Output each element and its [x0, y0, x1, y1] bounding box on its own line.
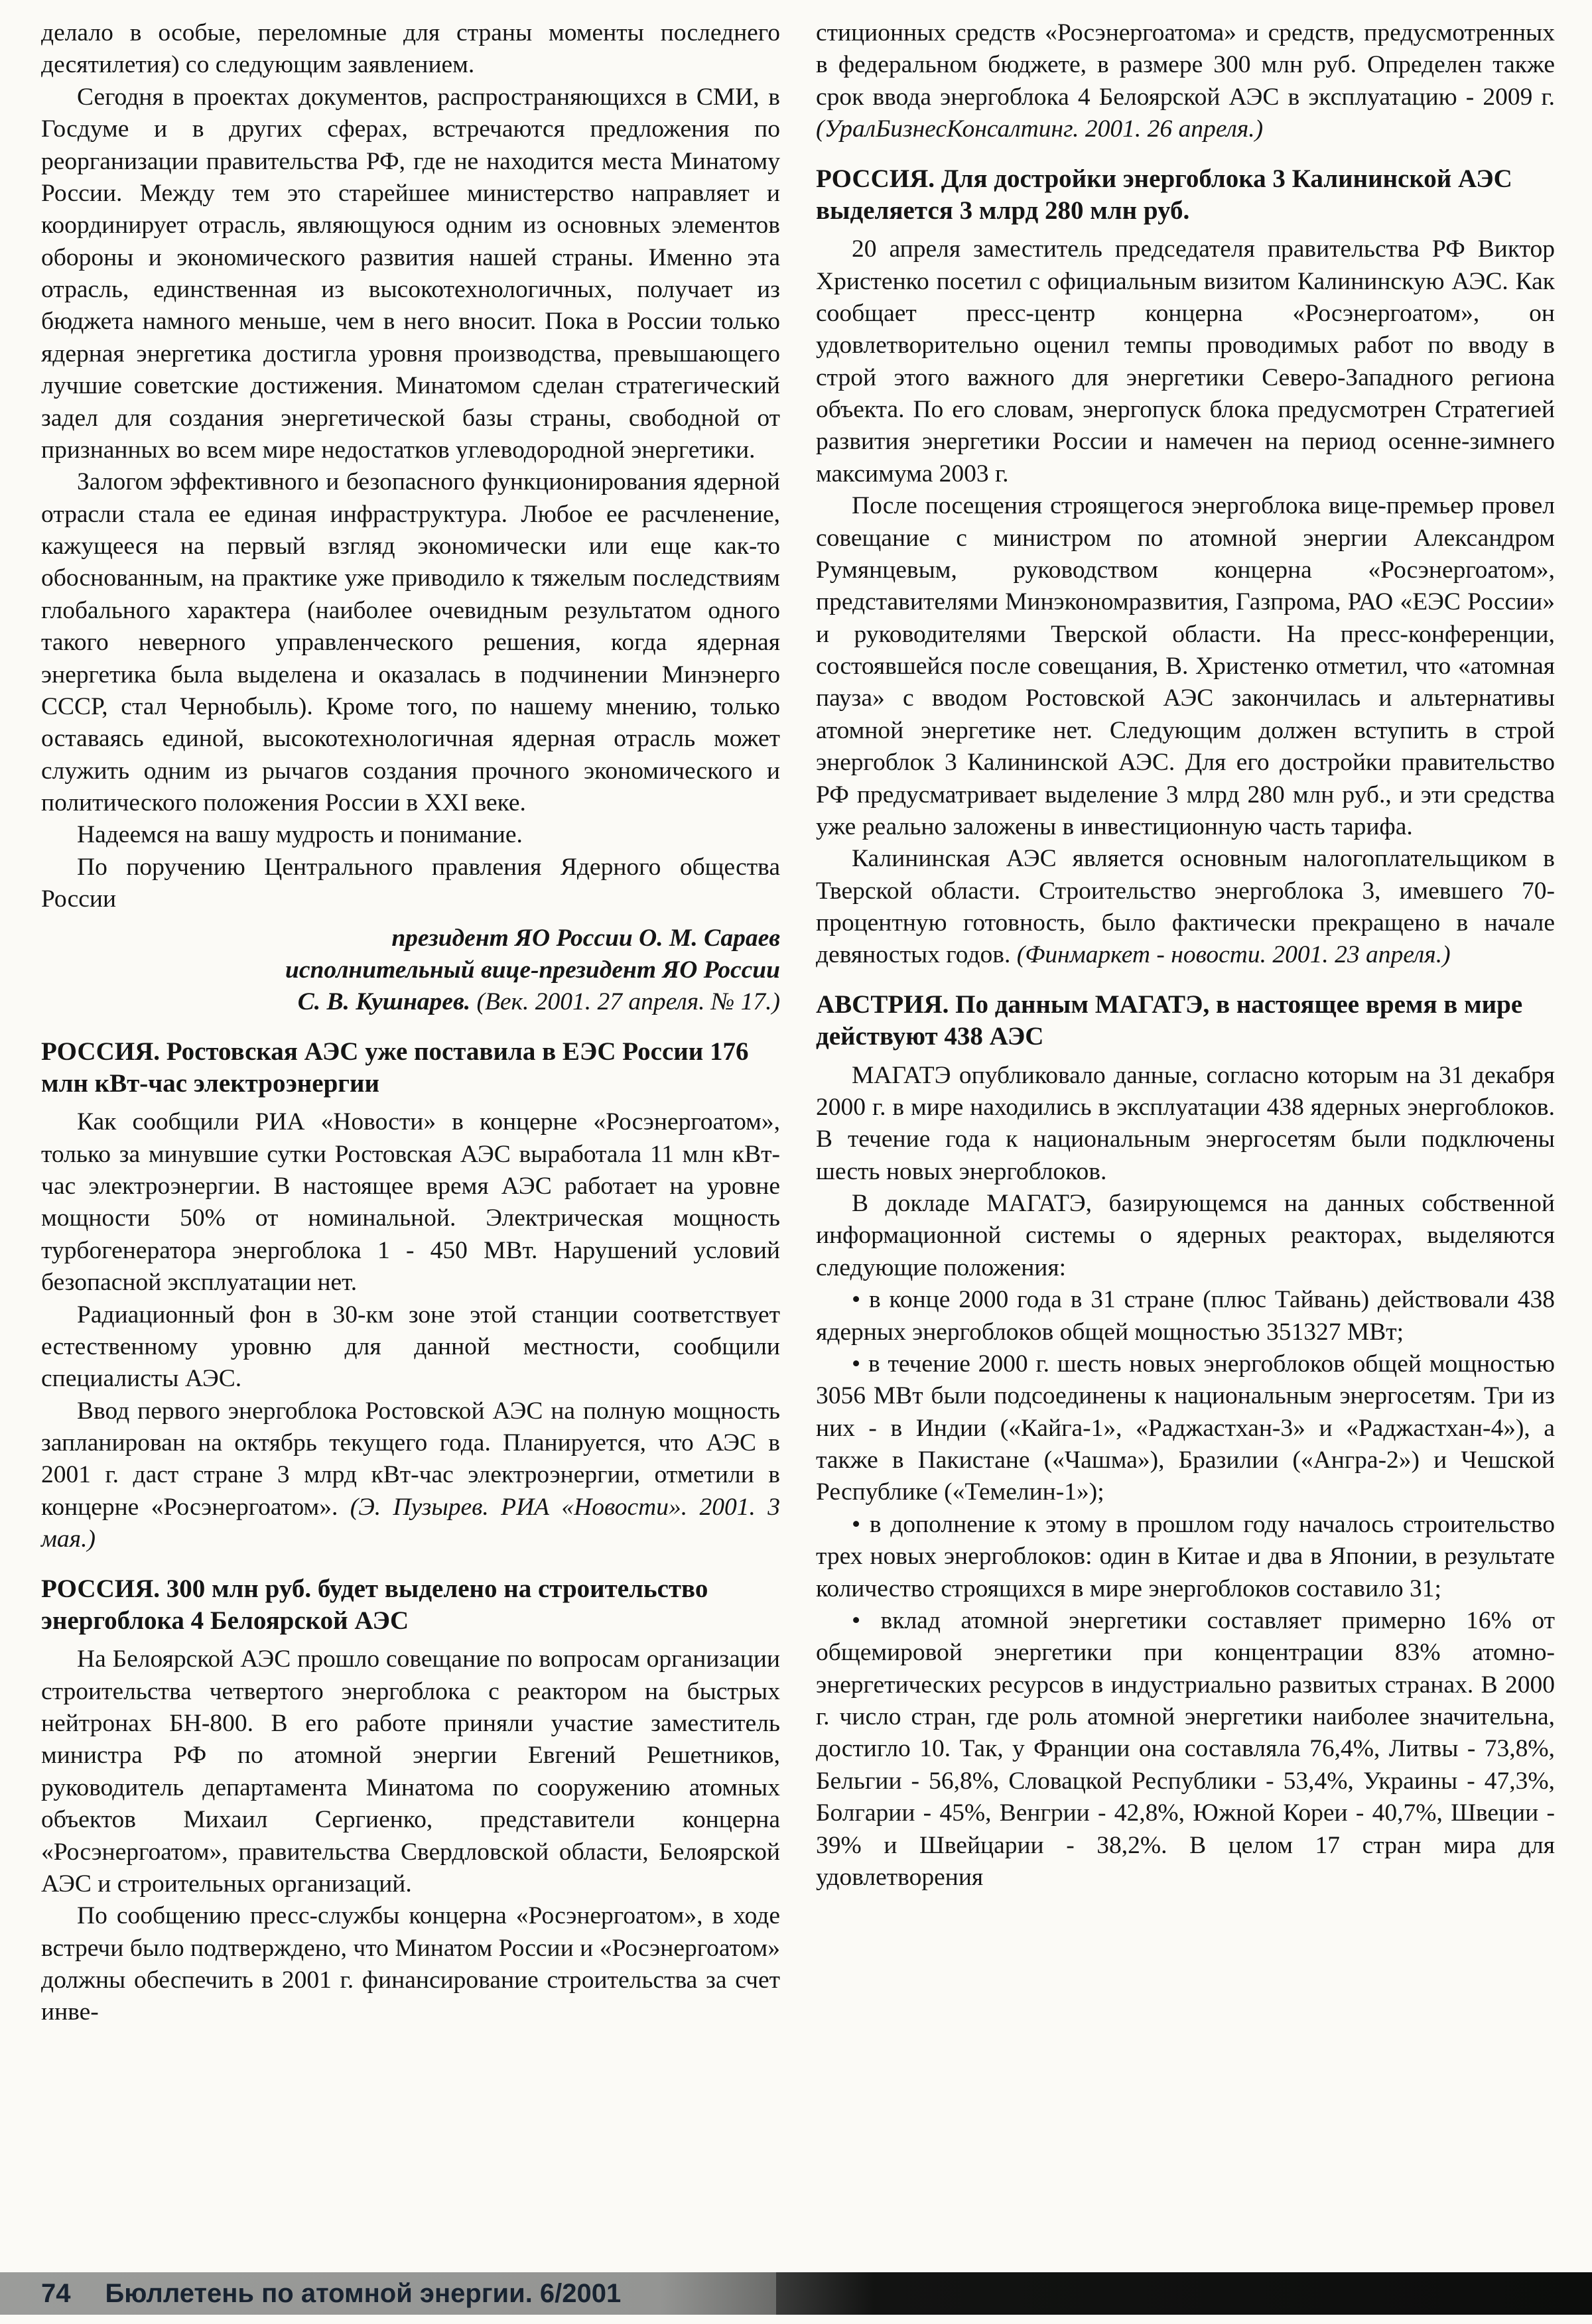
article-heading-kalinin: РОССИЯ. Для достройки энергоблока 3 Калининской АЭС выделяется 3 млрд 280 млн руб.	[816, 164, 1512, 225]
bullet-item: • вклад атомной энергетики составляет примерно 16% от общемировой энергетики при концентрации 83% атомно-энергетических ресурсов в индустриально развитых странах. В 2000 г. число стран, где роль атомной энергетики наиболее значительна, достигло 10. Так, у Франции она составляла 76,4%, Литвы - 73,8%, Бельгии - 56,8%, Словацкой Республики - 53,4%, Украины - 47,3%, Болгарии - 45%, Венгрии - 42,8%, Южной Кореи - 40,7%, Швеции - 39% и Швейцарии - 38,2%. В целом 17 стран мира для удовлетворения	[816, 1606, 1555, 1891]
paragraph: После посещения строящегося энергоблока вице-премьер провел совещание с министром по атомной энергии Александром Румянцевым, руководством концерна «Росэнергоатом», представителями Минэкономразвития, Газпрома, РАО «ЕЭС России» и руководителями Тверской области. На пресс-конференции, состоявшейся после совещания, В. Христенко отметил, что «атомная пауза» с вводом Ростовской АЭС закончилась и альтернативы атомной энергетике нет. Следующим должен вступить в строй энергоблок 3 Калининской АЭС. Для его достройки правительство РФ предусматривает выделение 3 млрд 280 млн руб., и эти средства уже реально заложены в инвестиционную часть тарифа.	[816, 492, 1555, 840]
paragraph-text: Калининская АЭС является основным налогоплательщиком в Тверской области. Строительство энергоблока 3, имевшего 70-процентную готовность, было фактически прекращено в начале девяностых годов.	[816, 845, 1555, 969]
paragraph-continuation-with-citation	[816, 17, 1555, 146]
citation: (Финмаркет - новости. 2001. 23 апреля.)	[1016, 941, 1451, 969]
issue-label: Бюллетень по атомной энергии. 6/2001	[105, 2278, 622, 2308]
signature-line-vice-president: исполнительный вице-президент ЯО России	[285, 956, 780, 984]
article-heading-beloyarsk: РОССИЯ. 300 млн руб. будет выделено на строительство энергоблока 4 Белоярской АЭС	[41, 1574, 708, 1635]
footer-dark-segment	[776, 2272, 1592, 2315]
paragraph-with-citation	[41, 1395, 780, 1556]
paragraph: На Белоярской АЭС прошло совещание по вопросам организации строительства четвертого энергоблока с реактором на быстрых нейтронах БН-800. В его работе приняли участие заместитель министра РФ по атомной энергии Евгений Решетников, руководитель департамента Минатома по сооружению атомных объектов Михаил Сергиенко, представители концерна «Росэнергоатом», правительства Свердловской области, Белоярской АЭС и строительных организаций.	[41, 1646, 780, 1898]
footer-gray-segment	[0, 2272, 776, 2315]
bullet-item: • в конце 2000 года в 31 стране (плюс Тайвань) действовали 438 ядерных энергоблоков общей мощностью 351327 МВт;	[816, 1286, 1555, 1346]
article-heading-magate: АВСТРИЯ. По данным МАГАТЭ, в настоящее время в мире действуют 438 АЭС	[816, 990, 1523, 1051]
paragraph: МАГАТЭ опубликовало данные, согласно которым на 31 декабря 2000 г. в мире находились в эксплуатации 438 ядерных энергоблоков. В течение года к национальным энергосетям были подключены шесть новых энергоблоков.	[816, 1061, 1555, 1185]
paragraph: В докладе МАГАТЭ, базирующемся на данных собственной информационной системы о ядерных реакторах, выделяются следующие положения:	[816, 1190, 1555, 1281]
signature-line-president: президент ЯО России О. М. Сараев	[391, 924, 780, 952]
right-column	[816, 17, 1555, 2029]
paragraph-continuation: делало в особые, переломные для страны моменты последнего десятилетия) со следующим заявлением.	[41, 19, 780, 79]
paragraph: 20 апреля заместитель председателя правительства РФ Виктор Христенко посетил с официальным визитом Калининскую АЭС. Как сообщает пресс-центр концерна «Росэнергоатом», он удовлетворительно оценил темпы проводимых работ по вводу в строй этого важного для энергетики Северо-Западного региона объекта. По его словам, энергопуск блока предусмотрен Стратегией развития энергетики России и намечен на период осенне-зимнего максимума 2003 г.	[816, 235, 1555, 487]
paragraph: Радиационный фон в 30-км зоне этой станции соответствует естественному уровню для данной местности, сообщили специалисты АЭС.	[41, 1301, 780, 1393]
paragraph-text: стиционных средств «Росэнергоатома» и средств, предусмотренных в федеральном бюджете, в размере 300 млн руб. Определен также срок ввода энергоблока 4 Белоярской АЭС в эксплуатацию - 2009 г.	[816, 19, 1555, 111]
article-heading-rostov: РОССИЯ. Ростовская АЭС уже поставила в ЕЭС России 176 млн кВт-час электроэнергии	[41, 1037, 749, 1098]
paragraph: По сообщению пресс-службы концерна «Росэнергоатом», в ходе встречи было подтверждено, что Минатом России и «Росэнергоатом» должны обеспечить в 2001 г. финансирование строительства за счет инве-	[41, 1902, 780, 2026]
paragraph-with-citation	[816, 843, 1555, 972]
page-number: 74	[41, 2278, 71, 2308]
signature-line-source	[41, 986, 780, 1018]
paragraph: Надеемся на вашу мудрость и понимание.	[77, 821, 523, 849]
paragraph: По поручению Центрального правления Ядерного общества России	[41, 853, 780, 913]
signature-name: С. В. Кушнарев.	[297, 988, 471, 1016]
left-column	[41, 17, 780, 2029]
paragraph: Как сообщили РИА «Новости» в концерне «Росэнергоатом», только за минувшие сутки Ростовская АЭС выработала 11 млн кВт-час электроэнергии. В настоящее время АЭС работает на уровне мощности 50% от номинальной. Электрическая мощность турбогенератора энергоблока 1 - 450 МВт. Нарушений условий безопасной эксплуатации нет.	[41, 1108, 780, 1297]
signature-block	[41, 923, 780, 1019]
paragraph: Сегодня в проектах документов, распространяющихся в СМИ, в Госдуме и в других сферах, встречаются предложения по реорганизации правительства РФ, где не находится места Минатому России. Между тем это старейшее министерство направляет и координирует отрасль, являющуюся одним из основных элементов обороны и экономического развития нашей страны. Именно эта отрасль, единственная из высокотехнологичных, получает из бюджета намного меньше, чем в него вносит. Пока в России только ядерная энергетика достигла уровня производства, превышающего лучшие советские достижения. Минатомом сделан стратегический задел для создания энергетической базы страны, свободной от признанных во всем мире недостатков углеводородной энергетики.	[41, 83, 780, 464]
paragraph-text: Ввод первого энергоблока Ростовской АЭС на полную мощность запланирован на октябрь текущего года. Планируется, что АЭС в 2001 г. даст стране 3 млрд кВт-час электроэнергии, отметили в концерне «Росэнергоатом».	[41, 1397, 780, 1521]
bullet-item: • в течение 2000 г. шесть новых энергоблоков общей мощностью 3056 МВт были подсоединены к национальным энергосетям. Три из них - в Индии («Кайга-1», «Раджастхан-3» и «Раджастхан-4»), а также в Пакистане («Чашма»), Бразилии («Ангра-2») и Чешской Республике («Темелин-1»);	[816, 1350, 1555, 1506]
footer-bar	[0, 2272, 1592, 2315]
citation: (УралБизнесКонсалтинг. 2001. 26 апреля.)	[816, 115, 1264, 143]
paragraph: Залогом эффективного и безопасного функционирования ядерной отрасли стала ее единая инфраструктура. Любое ее расчленение, кажущееся на первый взгляд экономически или еще как-то обоснованным, на практике уже приводило к тяжелым последствиям глобального характера (наиболее очевидным результатом одного такого неверного управленческого решения, когда ядерная энергетика была выделена и оказалась в подчинении Минэнерго СССР, стал Чернобыль). Кроме того, по нашему мнению, только оставаясь единой, высокотехнологичная ядерная отрасль может служить одним из рычагов создания прочного экономического и политического положения России в XXI веке.	[41, 468, 780, 816]
citation: (Э. Пузырев. РИА «Новости». 2001. 3 мая.)	[41, 1493, 780, 1553]
signature-source: (Век. 2001. 27 апреля. № 17.)	[476, 988, 780, 1016]
bullet-item: • в дополнение к этому в прошлом году началось строительство трех новых энергоблоков: один в Китае и два в Японии, в результате количество строящихся в мире энергоблоков составило 31;	[816, 1510, 1555, 1602]
